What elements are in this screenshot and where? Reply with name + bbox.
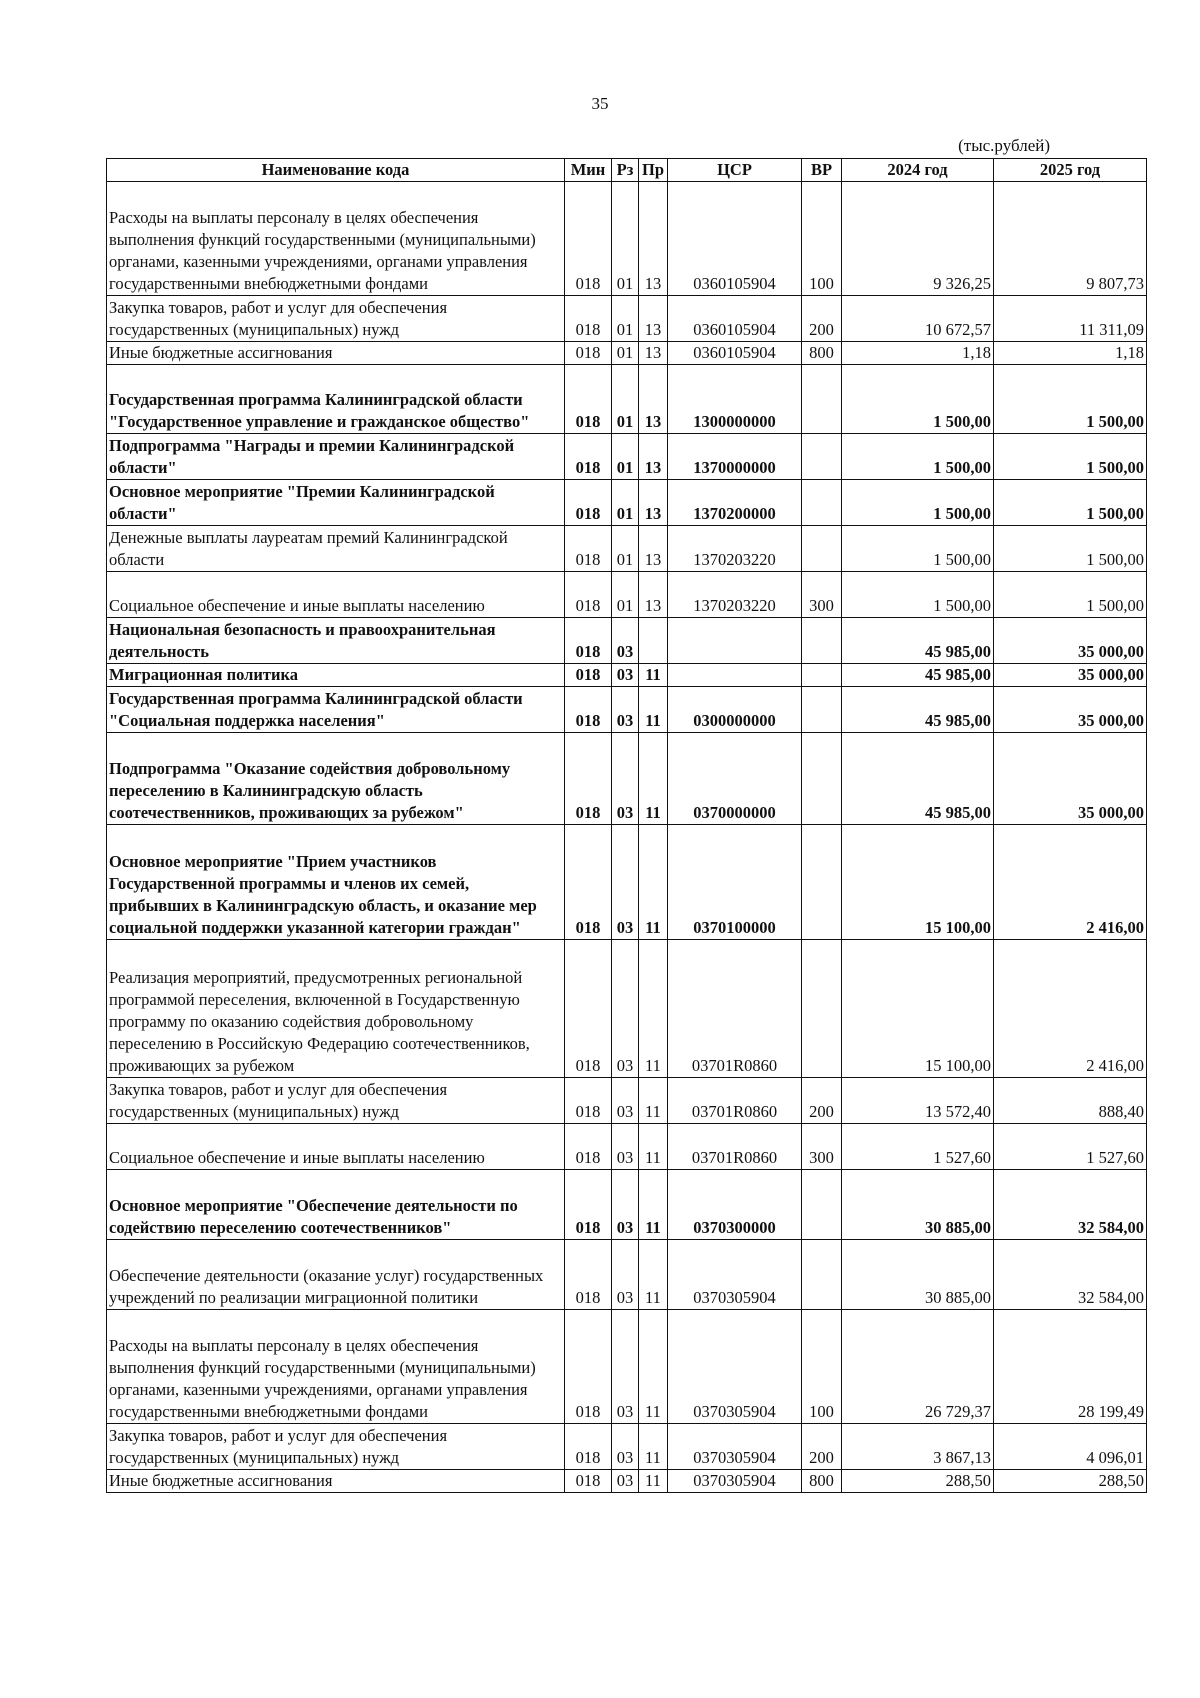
cell-name: Закупка товаров, работ и услуг для обеспечения государственных (муниципальных) нужд	[107, 296, 565, 342]
cell-csr: 03701R0860	[668, 1078, 802, 1124]
table-row	[107, 526, 1147, 572]
cell-name: Социальное обеспечение и иные выплаты населению	[107, 1124, 565, 1170]
cell-csr: 1370200000	[668, 480, 802, 526]
cell-vr: 800	[802, 1470, 842, 1493]
table-row	[107, 825, 1147, 940]
cell-min: 018	[565, 733, 612, 825]
table-row	[107, 733, 1147, 825]
table-row	[107, 664, 1147, 687]
cell-vr	[802, 664, 842, 687]
table-row	[107, 434, 1147, 480]
cell-min: 018	[565, 1424, 612, 1470]
cell-2024: 30 885,00	[842, 1240, 994, 1310]
cell-2025: 9 807,73	[994, 182, 1147, 296]
cell-2025: 35 000,00	[994, 687, 1147, 733]
table-row	[107, 342, 1147, 365]
table-row	[107, 572, 1147, 618]
cell-rz: 01	[612, 296, 639, 342]
cell-pr: 11	[639, 825, 668, 940]
cell-vr	[802, 1170, 842, 1240]
cell-rz: 01	[612, 480, 639, 526]
cell-name: Государственная программа Калининградской области "Государственное управление и гражданское общество"	[107, 365, 565, 434]
cell-2024: 45 985,00	[842, 618, 994, 664]
table-row	[107, 1170, 1147, 1240]
cell-2025: 888,40	[994, 1078, 1147, 1124]
cell-min: 018	[565, 687, 612, 733]
cell-2024: 45 985,00	[842, 687, 994, 733]
cell-name: Национальная безопасность и правоохранительная деятельность	[107, 618, 565, 664]
cell-csr: 0360105904	[668, 182, 802, 296]
cell-pr: 13	[639, 480, 668, 526]
cell-pr: 13	[639, 365, 668, 434]
cell-2025: 1,18	[994, 342, 1147, 365]
cell-min: 018	[565, 296, 612, 342]
cell-csr: 1370000000	[668, 434, 802, 480]
table-row	[107, 296, 1147, 342]
header-vr: ВР	[802, 159, 842, 182]
cell-name: Реализация мероприятий, предусмотренных региональной программой переселения, включенной в Государственную программу по оказанию содействия добровольному переселению в Российскую Федерацию соотечественников, проживающих за рубежом	[107, 940, 565, 1078]
cell-vr	[802, 526, 842, 572]
budget-table	[106, 158, 1147, 1493]
cell-2025: 2 416,00	[994, 940, 1147, 1078]
header-2025: 2025 год	[994, 159, 1147, 182]
cell-vr: 200	[802, 1078, 842, 1124]
cell-2024: 45 985,00	[842, 733, 994, 825]
cell-name: Закупка товаров, работ и услуг для обеспечения государственных (муниципальных) нужд	[107, 1078, 565, 1124]
cell-2025: 28 199,49	[994, 1310, 1147, 1424]
cell-pr: 13	[639, 434, 668, 480]
cell-min: 018	[565, 526, 612, 572]
cell-min: 018	[565, 480, 612, 526]
cell-rz: 03	[612, 1310, 639, 1424]
page-number: 35	[591, 94, 609, 113]
cell-2025: 32 584,00	[994, 1240, 1147, 1310]
cell-2025: 35 000,00	[994, 733, 1147, 825]
table-row	[107, 365, 1147, 434]
cell-min: 018	[565, 1310, 612, 1424]
cell-min: 018	[565, 342, 612, 365]
cell-csr: 0370000000	[668, 733, 802, 825]
cell-csr: 0300000000	[668, 687, 802, 733]
cell-csr: 0370305904	[668, 1470, 802, 1493]
cell-name: Иные бюджетные ассигнования	[107, 342, 565, 365]
cell-min: 018	[565, 434, 612, 480]
cell-pr: 11	[639, 1310, 668, 1424]
cell-name: Миграционная политика	[107, 664, 565, 687]
cell-2025: 35 000,00	[994, 618, 1147, 664]
units-label: (тыс.рублей)	[958, 136, 1050, 155]
cell-rz: 03	[612, 687, 639, 733]
cell-vr	[802, 825, 842, 940]
cell-2024: 10 672,57	[842, 296, 994, 342]
table-row	[107, 618, 1147, 664]
cell-rz: 01	[612, 182, 639, 296]
cell-min: 018	[565, 1470, 612, 1493]
cell-pr: 13	[639, 182, 668, 296]
cell-csr: 0370300000	[668, 1170, 802, 1240]
table-row	[107, 687, 1147, 733]
cell-rz: 01	[612, 572, 639, 618]
cell-name: Социальное обеспечение и иные выплаты населению	[107, 572, 565, 618]
cell-2024: 288,50	[842, 1470, 994, 1493]
cell-2024: 9 326,25	[842, 182, 994, 296]
cell-csr: 0360105904	[668, 342, 802, 365]
cell-2024: 1 500,00	[842, 480, 994, 526]
cell-vr	[802, 1240, 842, 1310]
cell-2025: 32 584,00	[994, 1170, 1147, 1240]
cell-vr	[802, 733, 842, 825]
cell-2025: 1 527,60	[994, 1124, 1147, 1170]
cell-rz: 03	[612, 1470, 639, 1493]
cell-pr: 11	[639, 687, 668, 733]
table-row	[107, 1124, 1147, 1170]
cell-min: 018	[565, 618, 612, 664]
cell-csr: 0360105904	[668, 296, 802, 342]
cell-rz: 01	[612, 342, 639, 365]
cell-vr: 300	[802, 572, 842, 618]
cell-csr: 1370203220	[668, 572, 802, 618]
cell-vr: 100	[802, 1310, 842, 1424]
cell-vr	[802, 365, 842, 434]
cell-pr: 13	[639, 572, 668, 618]
table-row	[107, 1424, 1147, 1470]
cell-pr: 13	[639, 526, 668, 572]
cell-name: Основное мероприятие "Премии Калининградской области"	[107, 480, 565, 526]
cell-rz: 03	[612, 1424, 639, 1470]
cell-vr: 100	[802, 182, 842, 296]
table-header-row	[107, 159, 1147, 182]
cell-csr: 1300000000	[668, 365, 802, 434]
cell-2024: 15 100,00	[842, 825, 994, 940]
cell-min: 018	[565, 1124, 612, 1170]
cell-2025: 1 500,00	[994, 572, 1147, 618]
cell-rz: 03	[612, 664, 639, 687]
cell-csr: 03701R0860	[668, 940, 802, 1078]
header-name: Наименование кода	[107, 159, 565, 182]
cell-min: 018	[565, 1078, 612, 1124]
table-row	[107, 1078, 1147, 1124]
cell-2025: 2 416,00	[994, 825, 1147, 940]
cell-2024: 13 572,40	[842, 1078, 994, 1124]
cell-min: 018	[565, 182, 612, 296]
cell-pr: 11	[639, 1078, 668, 1124]
cell-pr: 11	[639, 1470, 668, 1493]
cell-name: Расходы на выплаты персоналу в целях обеспечения выполнения функций государственными (муниципальными) органами, казенными учреждениями, органами управления государственными внебюджетными фондами	[107, 1310, 565, 1424]
cell-2024: 1 500,00	[842, 365, 994, 434]
cell-vr	[802, 940, 842, 1078]
cell-2024: 30 885,00	[842, 1170, 994, 1240]
cell-name: Государственная программа Калининградской области "Социальная поддержка населения"	[107, 687, 565, 733]
cell-name: Денежные выплаты лауреатам премий Калининградской области	[107, 526, 565, 572]
cell-name: Закупка товаров, работ и услуг для обеспечения государственных (муниципальных) нужд	[107, 1424, 565, 1470]
cell-pr	[639, 618, 668, 664]
cell-2025: 288,50	[994, 1470, 1147, 1493]
cell-vr	[802, 618, 842, 664]
cell-pr: 11	[639, 664, 668, 687]
cell-2024: 1 527,60	[842, 1124, 994, 1170]
cell-csr	[668, 664, 802, 687]
cell-name: Подпрограмма "Награды и премии Калининградской области"	[107, 434, 565, 480]
cell-2024: 1 500,00	[842, 434, 994, 480]
cell-min: 018	[565, 664, 612, 687]
cell-pr: 11	[639, 733, 668, 825]
cell-csr: 0370100000	[668, 825, 802, 940]
cell-csr: 0370305904	[668, 1240, 802, 1310]
cell-pr: 11	[639, 1240, 668, 1310]
cell-2024: 1 500,00	[842, 572, 994, 618]
table-row	[107, 480, 1147, 526]
cell-rz: 03	[612, 1124, 639, 1170]
cell-2025: 1 500,00	[994, 365, 1147, 434]
cell-2025: 1 500,00	[994, 526, 1147, 572]
cell-vr: 200	[802, 296, 842, 342]
cell-pr: 11	[639, 1424, 668, 1470]
cell-name: Основное мероприятие "Обеспечение деятельности по содействию переселению соотечественников"	[107, 1170, 565, 1240]
cell-min: 018	[565, 940, 612, 1078]
cell-name: Подпрограмма "Оказание содействия добровольному переселению в Калининградскую область соотечественников, проживающих за рубежом"	[107, 733, 565, 825]
cell-vr	[802, 434, 842, 480]
table-row	[107, 1470, 1147, 1493]
cell-name: Основное мероприятие "Прием участников Государственной программы и членов их семей, прибывших в Калининградскую область, и оказание мер социальной поддержки указанной категории граждан"	[107, 825, 565, 940]
cell-2025: 1 500,00	[994, 480, 1147, 526]
cell-2024: 45 985,00	[842, 664, 994, 687]
cell-csr: 0370305904	[668, 1310, 802, 1424]
cell-vr: 300	[802, 1124, 842, 1170]
cell-rz: 03	[612, 1240, 639, 1310]
cell-2025: 35 000,00	[994, 664, 1147, 687]
cell-2024: 3 867,13	[842, 1424, 994, 1470]
cell-vr: 800	[802, 342, 842, 365]
header-2024: 2024 год	[842, 159, 994, 182]
cell-min: 018	[565, 572, 612, 618]
cell-rz: 03	[612, 733, 639, 825]
cell-2024: 26 729,37	[842, 1310, 994, 1424]
cell-rz: 03	[612, 618, 639, 664]
cell-vr	[802, 687, 842, 733]
cell-rz: 01	[612, 526, 639, 572]
cell-pr: 11	[639, 1124, 668, 1170]
cell-pr: 13	[639, 342, 668, 365]
header-rz: Рз	[612, 159, 639, 182]
cell-csr: 03701R0860	[668, 1124, 802, 1170]
cell-vr: 200	[802, 1424, 842, 1470]
cell-2024: 1,18	[842, 342, 994, 365]
cell-rz: 01	[612, 434, 639, 480]
cell-pr: 11	[639, 1170, 668, 1240]
cell-min: 018	[565, 1170, 612, 1240]
cell-csr: 0370305904	[668, 1424, 802, 1470]
cell-name: Обеспечение деятельности (оказание услуг) государственных учреждений по реализации миграционной политики	[107, 1240, 565, 1310]
cell-pr: 13	[639, 296, 668, 342]
cell-rz: 03	[612, 940, 639, 1078]
cell-pr: 11	[639, 940, 668, 1078]
cell-csr: 1370203220	[668, 526, 802, 572]
table-row	[107, 940, 1147, 1078]
cell-2024: 1 500,00	[842, 526, 994, 572]
cell-min: 018	[565, 1240, 612, 1310]
cell-name: Иные бюджетные ассигнования	[107, 1470, 565, 1493]
table-row	[107, 182, 1147, 296]
header-pr: Пр	[639, 159, 668, 182]
cell-2025: 4 096,01	[994, 1424, 1147, 1470]
header-min: Мин	[565, 159, 612, 182]
cell-vr	[802, 480, 842, 526]
cell-rz: 01	[612, 365, 639, 434]
table-row	[107, 1310, 1147, 1424]
cell-2025: 1 500,00	[994, 434, 1147, 480]
cell-rz: 03	[612, 1078, 639, 1124]
table-row	[107, 1240, 1147, 1310]
header-csr: ЦСР	[668, 159, 802, 182]
cell-rz: 03	[612, 1170, 639, 1240]
cell-min: 018	[565, 825, 612, 940]
cell-2025: 11 311,09	[994, 296, 1147, 342]
cell-rz: 03	[612, 825, 639, 940]
cell-2024: 15 100,00	[842, 940, 994, 1078]
cell-min: 018	[565, 365, 612, 434]
cell-name: Расходы на выплаты персоналу в целях обеспечения выполнения функций государственными (муниципальными) органами, казенными учреждениями, органами управления государственными внебюджетными фондами	[107, 182, 565, 296]
cell-csr	[668, 618, 802, 664]
table-body	[107, 182, 1147, 1493]
